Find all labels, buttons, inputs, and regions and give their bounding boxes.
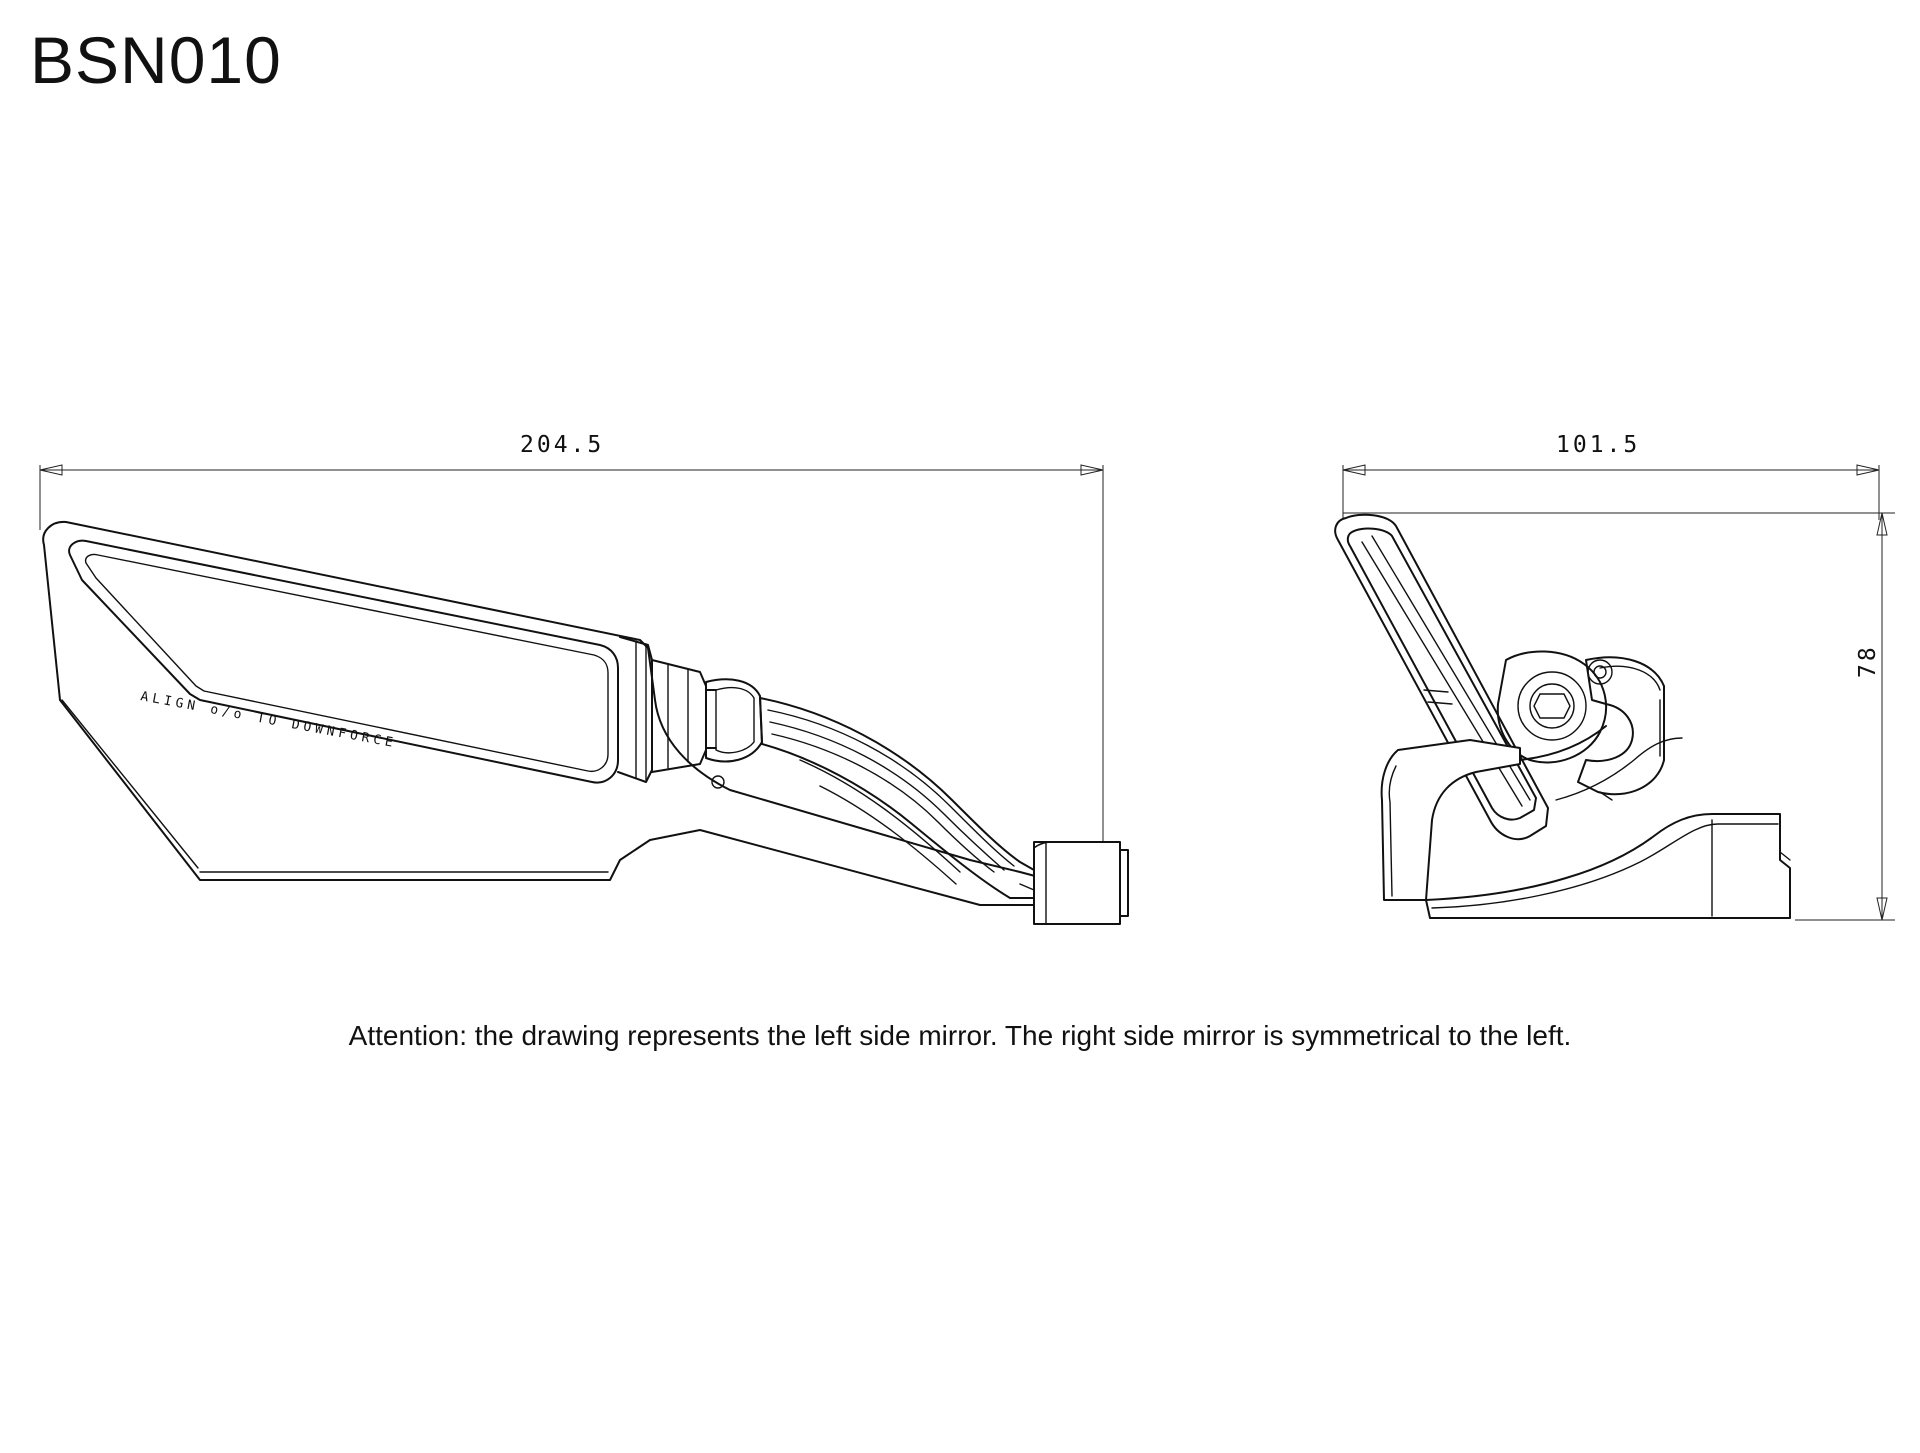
dimension-label-depth: 101.5: [1556, 432, 1641, 458]
page-title: BSN010: [30, 23, 282, 97]
glass-etching: ALIGN o/o TO DOWNFORCE: [139, 689, 398, 752]
side-view-group: [1335, 465, 1895, 920]
dimension-label-length: 204.5: [520, 432, 605, 458]
attention-note: Attention: the drawing represents the left side mirror. The right side mirror is symmetrical to the left.: [348, 1020, 1572, 1051]
dimension-overall-depth: [1343, 465, 1879, 520]
top-view-group: [40, 465, 1128, 924]
dimension-label-height: 78: [1855, 644, 1881, 678]
